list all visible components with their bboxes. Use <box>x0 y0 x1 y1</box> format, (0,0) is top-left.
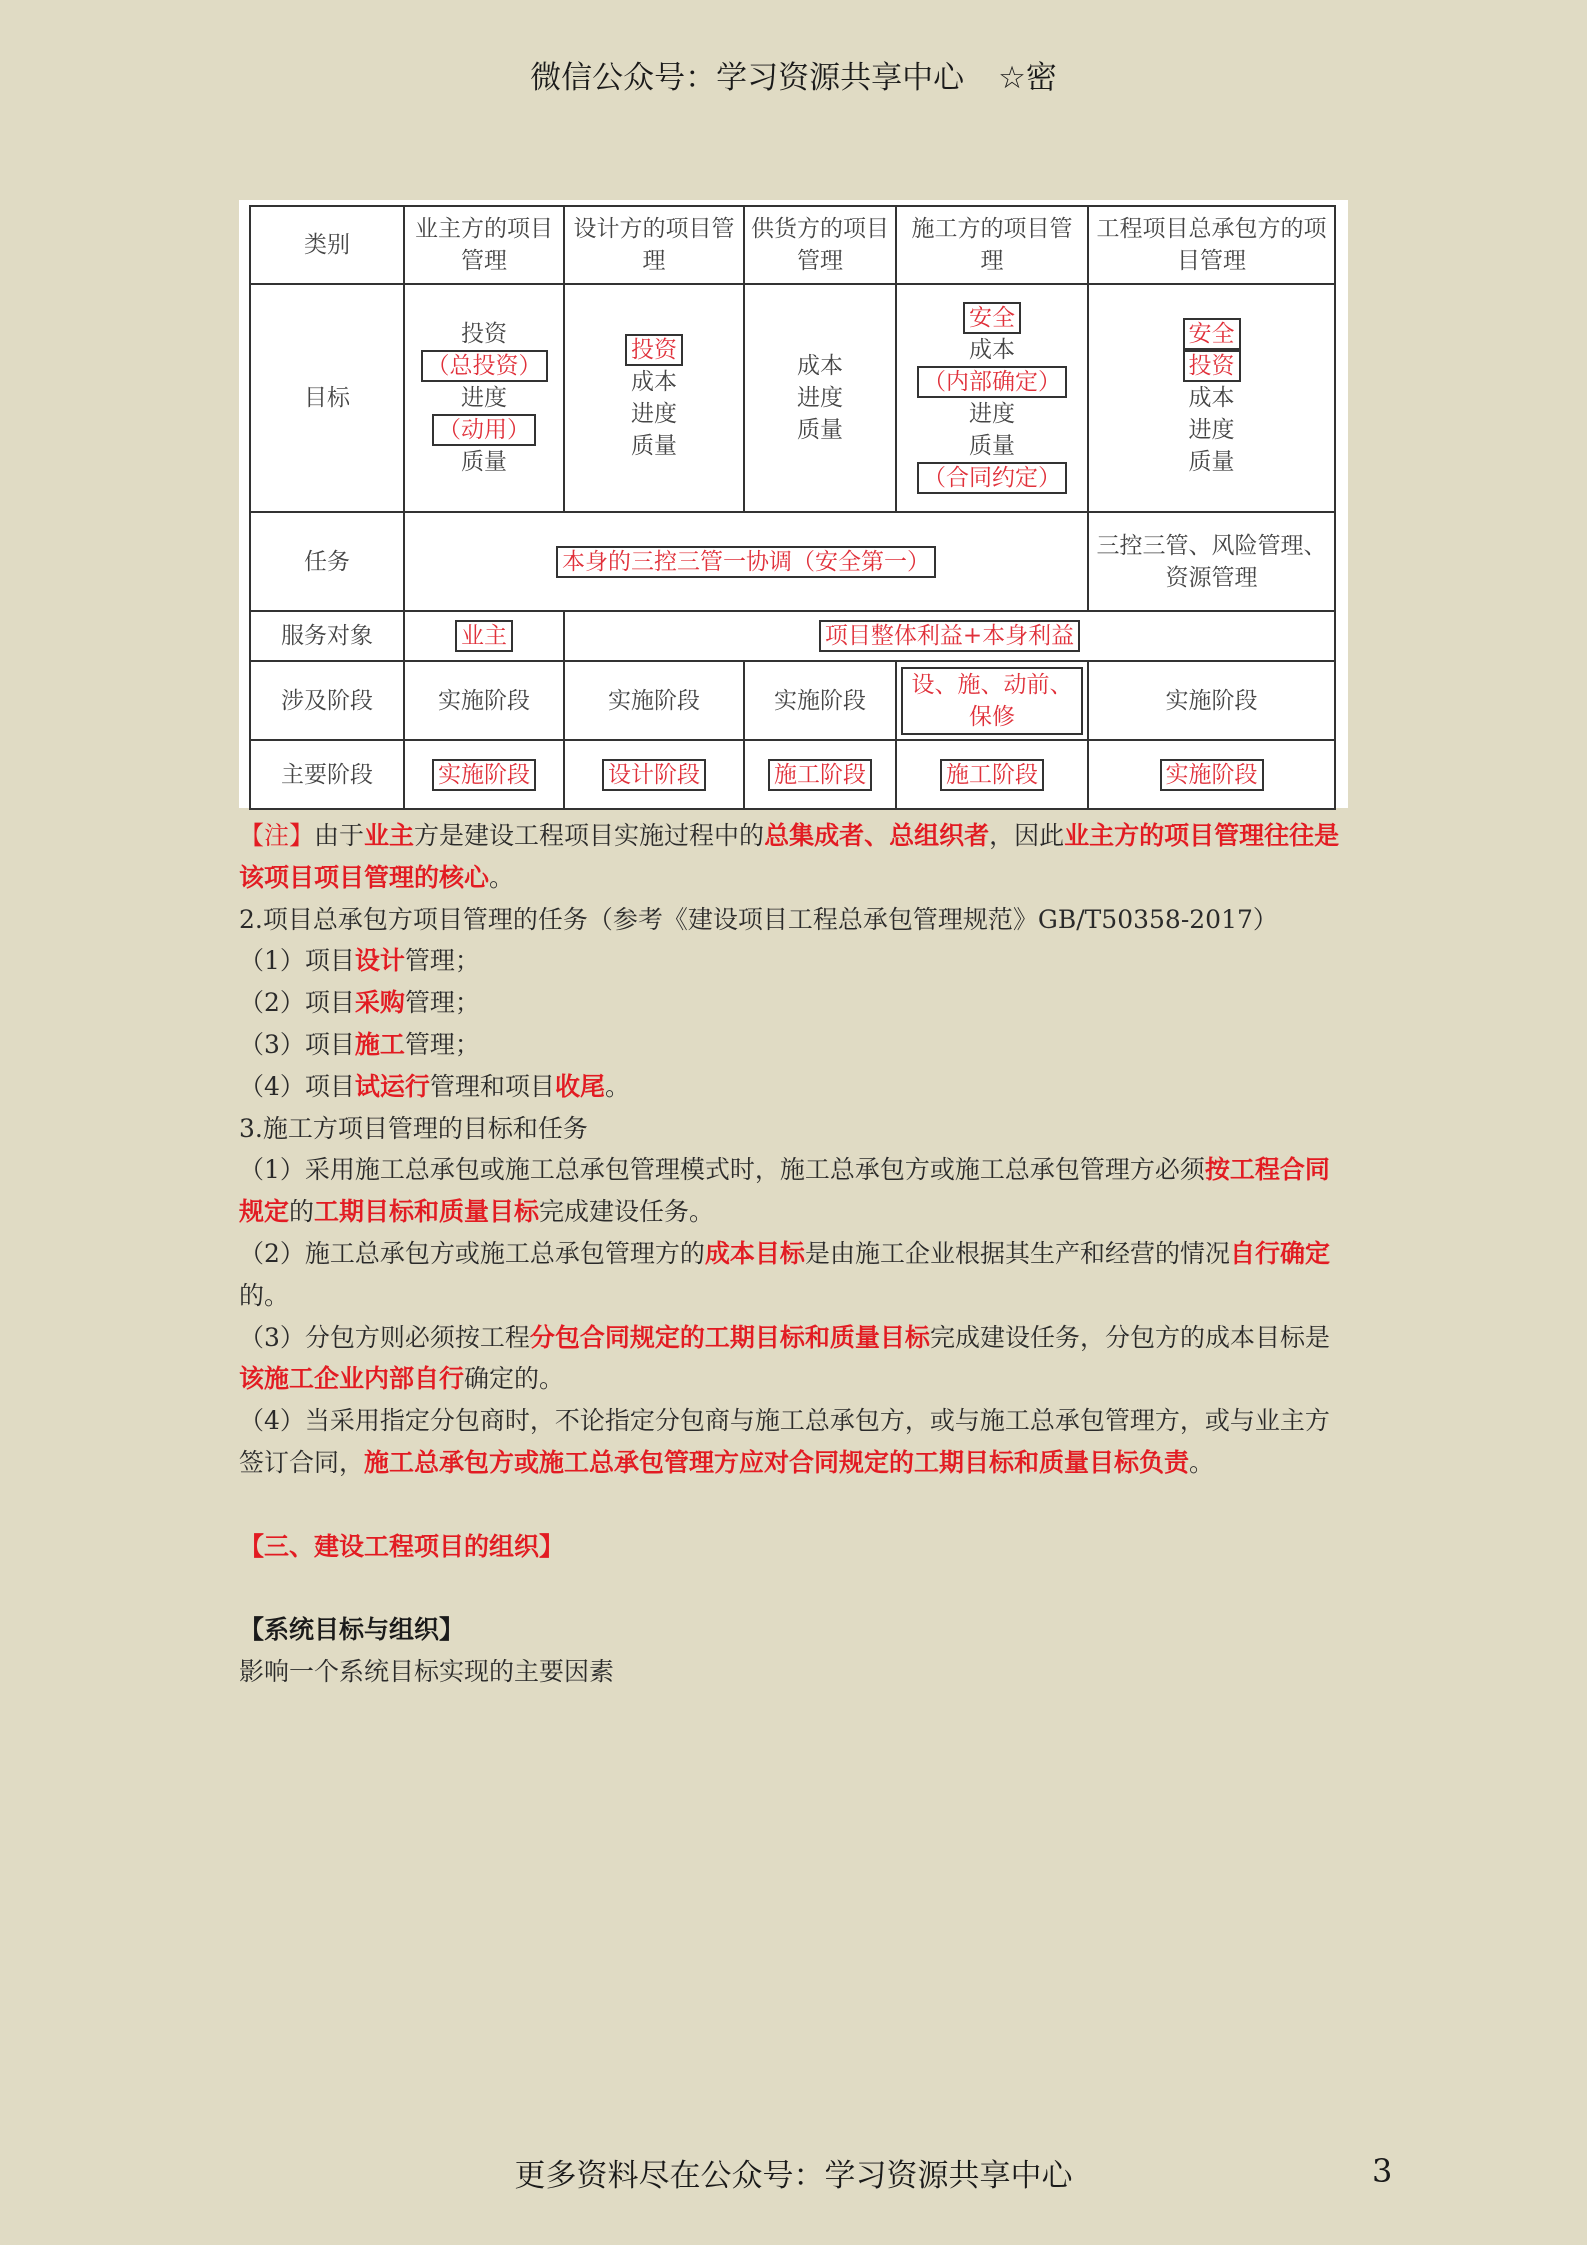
goals-label: 目标 <box>250 284 404 512</box>
phases-epc: 实施阶段 <box>1088 661 1335 740</box>
service-label: 服务对象 <box>250 611 404 661</box>
th-contractor: 施工方的项目管理 <box>896 206 1088 284</box>
phases-label: 涉及阶段 <box>250 661 404 740</box>
table-row <box>250 611 1335 661</box>
table-row <box>250 512 1335 611</box>
body-text <box>239 815 1349 1693</box>
goals-epc: 安全 投资 成本 进度 质量 <box>1088 284 1335 512</box>
goals-design: 投资 成本 进度 质量 <box>564 284 744 512</box>
epc-tasks-heading: 2.项目总承包方项目管理的任务（参考《建设项目工程总承包管理规范》GB/T50358-2017） <box>239 904 1278 934</box>
page-header <box>0 52 1587 97</box>
tasks-label: 任务 <box>250 512 404 611</box>
phases-design: 实施阶段 <box>564 661 744 740</box>
main-phase-contractor: 施工阶段 <box>896 740 1088 809</box>
goals-supplier: 成本 进度 质量 <box>744 284 896 512</box>
main-phase-label: 主要阶段 <box>250 740 404 809</box>
list-item: （1）项目设计管理； <box>239 946 480 976</box>
page-number: 3 <box>1372 2152 1393 2190</box>
table-row <box>250 206 1335 284</box>
th-supplier: 供货方的项目管理 <box>744 206 896 284</box>
note-paragraph: 【注】由于业主方是建设工程项目实施过程中的总集成者、总组织者，因此业主方的项目管理往往是该项目项目管理的核心。 <box>239 821 1340 892</box>
main-phase-epc: 实施阶段 <box>1088 740 1335 809</box>
contractor-heading: 3.施工方项目管理的目标和任务 <box>239 1113 588 1143</box>
comparison-table-image <box>239 200 1348 808</box>
main-phase-owner: 实施阶段 <box>404 740 564 809</box>
header-confidential: ☆密 <box>998 60 1057 96</box>
goals-contractor: 安全 成本 （内部确定） 进度 质量 （合同约定） <box>896 284 1088 512</box>
header-title: 微信公众号：学习资源共享中心 <box>530 60 965 96</box>
table-row <box>250 661 1335 740</box>
list-item: （2）施工总承包方或施工总承包管理方的成本目标是由施工企业根据其生产和经营的情况自行确定的。 <box>239 1238 1330 1310</box>
service-others: 项目整体利益+本身利益 <box>564 611 1335 661</box>
service-owner: 业主 <box>404 611 564 661</box>
table-row <box>250 740 1335 809</box>
list-item: （2）项目采购管理； <box>239 988 480 1018</box>
th-epc: 工程项目总承包方的项目管理 <box>1088 206 1335 284</box>
th-design: 设计方的项目管理 <box>564 206 744 284</box>
list-item: （3）分包方则必须按工程分包合同规定的工期目标和质量目标完成建设任务，分包方的成本目标是该施工企业内部自行确定的。 <box>239 1322 1330 1394</box>
section-heading: 【三、建设工程项目的组织】 <box>239 1531 565 1561</box>
tasks-epc: 三控三管、风险管理、资源管理 <box>1088 512 1335 611</box>
phases-contractor: 设、施、动前、保修 <box>896 661 1088 740</box>
phases-owner: 实施阶段 <box>404 661 564 740</box>
paragraph: 影响一个系统目标实现的主要因素 <box>239 1656 615 1686</box>
list-item: （4）项目试运行管理和项目收尾。 <box>239 1071 630 1101</box>
page-footer: 更多资料尽在公众号：学习资源共享中心 <box>514 2158 1073 2194</box>
phases-supplier: 实施阶段 <box>744 661 896 740</box>
subsection-heading: 【系统目标与组织】 <box>239 1615 465 1645</box>
th-owner: 业主方的项目管理 <box>404 206 564 284</box>
main-phase-supplier: 施工阶段 <box>744 740 896 809</box>
table-row <box>250 284 1335 512</box>
list-item: （3）项目施工管理； <box>239 1029 480 1059</box>
tasks-common: 本身的三控三管一协调（安全第一） <box>404 512 1088 611</box>
th-category: 类别 <box>250 206 404 284</box>
goals-owner: 投资 （总投资） 进度 （动用） 质量 <box>404 284 564 512</box>
main-phase-design: 设计阶段 <box>564 740 744 809</box>
list-item: （1）采用施工总承包或施工总承包管理模式时，施工总承包方或施工总承包管理方必须按工程合同规定的工期目标和质量目标完成建设任务。 <box>239 1155 1330 1227</box>
list-item: （4）当采用指定分包商时，不论指定分包商与施工总承包方，或与施工总承包管理方，或与业主方签订合同，施工总承包方或施工总承包管理方应对合同规定的工期目标和质量目标负责。 <box>239 1406 1330 1477</box>
comparison-table <box>249 205 1336 810</box>
